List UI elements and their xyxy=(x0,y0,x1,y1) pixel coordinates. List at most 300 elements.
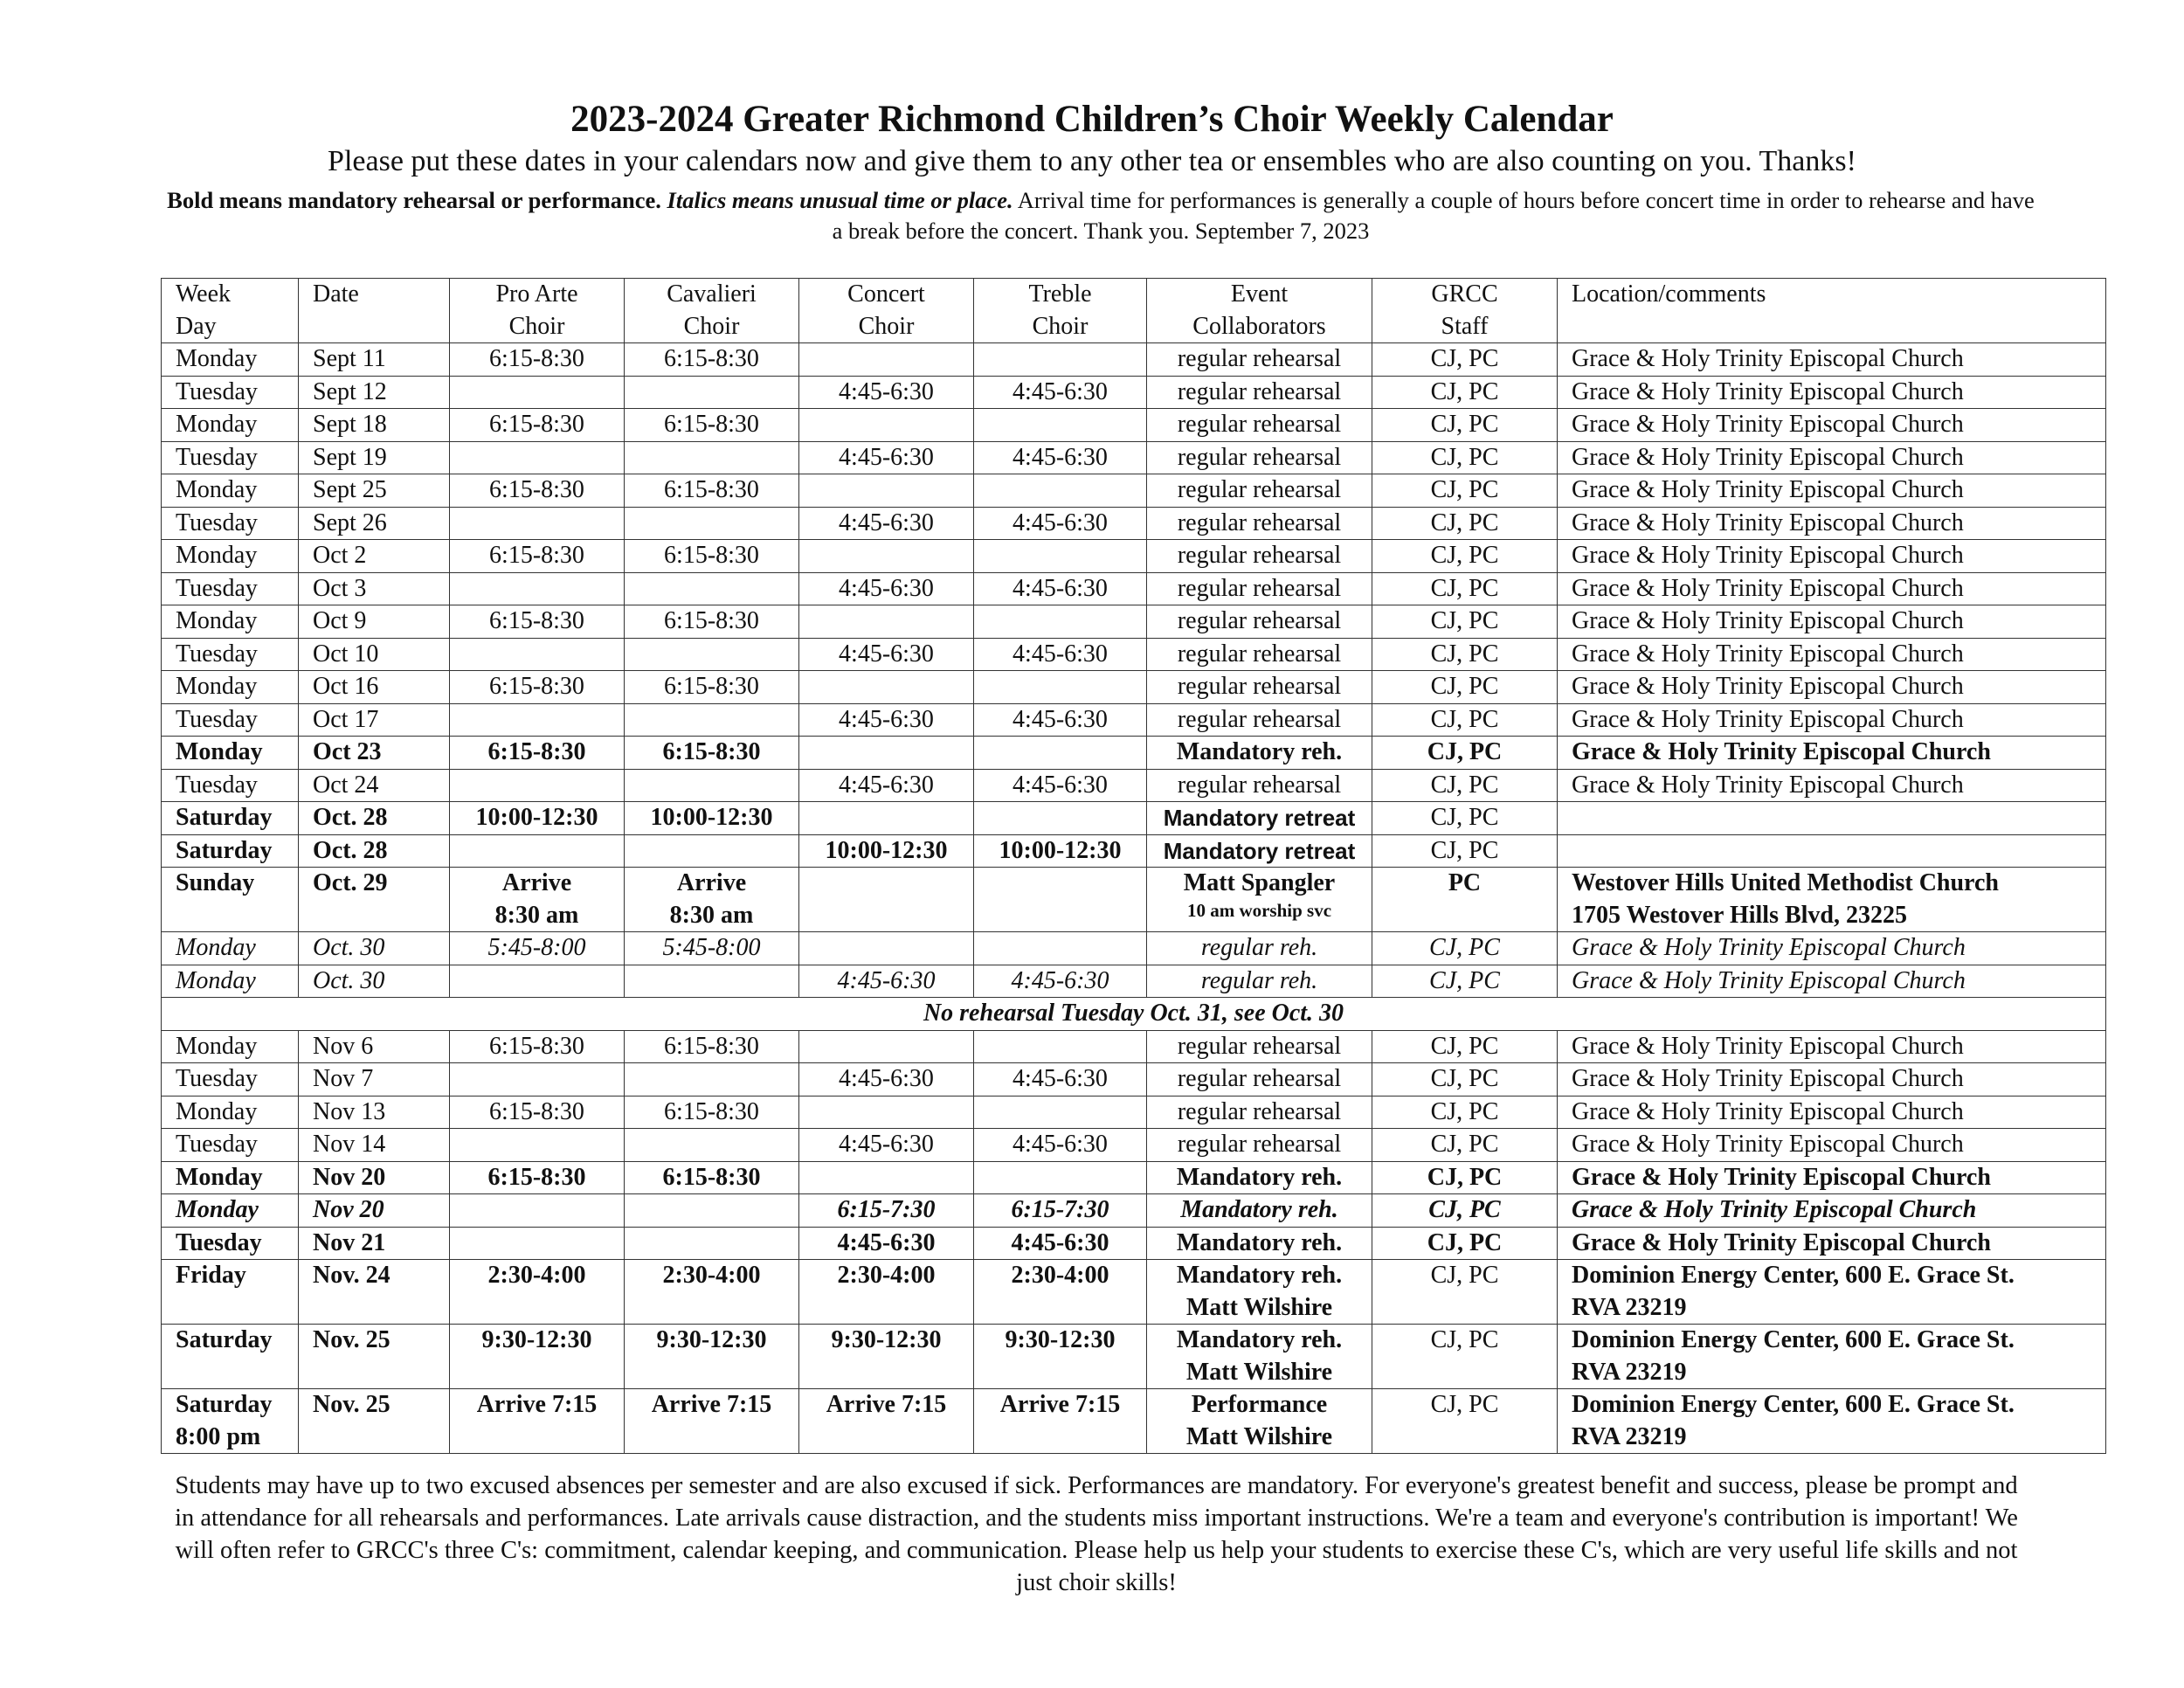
cell-date: Oct. 30 xyxy=(299,965,450,998)
cell-date: Nov 14 xyxy=(299,1129,450,1162)
cell-staff: CJ, PC xyxy=(1372,605,1558,639)
cell-week-day: Saturday xyxy=(162,1325,299,1389)
table-row xyxy=(162,769,2106,802)
cell-cavalieri xyxy=(625,1129,799,1162)
cell-concert: 4:45-6:30 xyxy=(799,507,974,540)
cell-location: Dominion Energy Center, 600 E. Grace St. RVA 23219 xyxy=(1558,1325,2106,1389)
cell-treble: 4:45-6:30 xyxy=(974,1063,1147,1097)
table-row xyxy=(162,605,2106,639)
cell-concert: 4:45-6:30 xyxy=(799,703,974,737)
cell-location: Grace & Holy Trinity Episcopal Church xyxy=(1558,409,2106,442)
cell-treble: 4:45-6:30 xyxy=(974,703,1147,737)
cell-staff: CJ, PC xyxy=(1372,1129,1558,1162)
table-row xyxy=(162,409,2106,442)
cell-treble: 4:45-6:30 xyxy=(974,441,1147,474)
cell-treble xyxy=(974,1161,1147,1194)
event-detail: 10 am worship svc xyxy=(1186,899,1332,921)
notice-row-cell: No rehearsal Tuesday Oct. 31, see Oct. 30 xyxy=(162,998,2106,1031)
cell-treble xyxy=(974,343,1147,377)
cell-pro-arte: 6:15-8:30 xyxy=(450,474,625,508)
cell-date: Nov 13 xyxy=(299,1096,450,1129)
cell-location: Grace & Holy Trinity Episcopal Church xyxy=(1558,737,2106,770)
cell-week-day: Tuesday xyxy=(162,1129,299,1162)
cell-pro-arte: 6:15-8:30 xyxy=(450,540,625,573)
cell-cavalieri: 6:15-8:30 xyxy=(625,1030,799,1063)
cell-pro-arte: 6:15-8:30 xyxy=(450,1030,625,1063)
cell-staff: CJ, PC xyxy=(1372,932,1558,965)
cell-date: Sept 25 xyxy=(299,474,450,508)
cell-location: Grace & Holy Trinity Episcopal Church xyxy=(1558,343,2106,377)
cell-event: regular rehearsal xyxy=(1147,638,1372,671)
header-location: Location/comments xyxy=(1558,279,2106,343)
table-row xyxy=(162,1260,2106,1325)
cell-pro-arte xyxy=(450,834,625,868)
table-row xyxy=(162,376,2106,409)
cell-pro-arte xyxy=(450,769,625,802)
cell-date: Oct 23 xyxy=(299,737,450,770)
cell-treble: 4:45-6:30 xyxy=(974,572,1147,605)
table-row xyxy=(162,1161,2106,1194)
cell-concert xyxy=(799,540,974,573)
cell-date: Oct 2 xyxy=(299,540,450,573)
table-row xyxy=(162,1389,2106,1454)
cell-treble xyxy=(974,409,1147,442)
cell-cavalieri: 5:45-8:00 xyxy=(625,932,799,965)
cell-pro-arte: 6:15-8:30 xyxy=(450,671,625,704)
cell-event: regular rehearsal xyxy=(1147,605,1372,639)
cell-treble xyxy=(974,802,1147,835)
table-row xyxy=(162,998,2106,1031)
cell-cavalieri: 6:15-8:30 xyxy=(625,671,799,704)
cell-treble: 4:45-6:30 xyxy=(974,769,1147,802)
cell-concert: 4:45-6:30 xyxy=(799,1227,974,1260)
cell-week-day: Tuesday xyxy=(162,703,299,737)
cell-treble: 4:45-6:30 xyxy=(974,376,1147,409)
legend-note xyxy=(166,185,2035,246)
cell-location: Grace & Holy Trinity Episcopal Church xyxy=(1558,1129,2106,1162)
cell-week-day: Tuesday xyxy=(162,1227,299,1260)
cell-event: Mandatory reh. xyxy=(1147,1194,1372,1228)
table-row xyxy=(162,1325,2106,1389)
cell-event: Mandatory reh. xyxy=(1147,737,1372,770)
table-row xyxy=(162,737,2106,770)
cell-week-day: Monday xyxy=(162,737,299,770)
cell-treble xyxy=(974,868,1147,932)
cell-date: Sept 19 xyxy=(299,441,450,474)
cell-location: Grace & Holy Trinity Episcopal Church xyxy=(1558,965,2106,998)
cell-concert: 4:45-6:30 xyxy=(799,965,974,998)
cell-location: Grace & Holy Trinity Episcopal Church xyxy=(1558,605,2106,639)
cell-treble: 6:15-7:30 xyxy=(974,1194,1147,1228)
cell-date: Oct. 28 xyxy=(299,802,450,835)
table-row xyxy=(162,671,2106,704)
cell-event: regular rehearsal xyxy=(1147,409,1372,442)
cell-concert xyxy=(799,737,974,770)
cell-staff: CJ, PC xyxy=(1372,1161,1558,1194)
header-week-day: Week Day xyxy=(162,279,299,343)
cell-event: Mandatory retreat xyxy=(1147,802,1372,835)
cell-location: Grace & Holy Trinity Episcopal Church xyxy=(1558,441,2106,474)
cell-week-day: Tuesday xyxy=(162,1063,299,1097)
cell-date: Sept 26 xyxy=(299,507,450,540)
cell-staff: CJ, PC xyxy=(1372,802,1558,835)
cell-week-day: Monday xyxy=(162,474,299,508)
table-row xyxy=(162,932,2106,965)
cell-location: Grace & Holy Trinity Episcopal Church xyxy=(1558,932,2106,965)
cell-concert: 2:30-4:00 xyxy=(799,1260,974,1325)
cell-date: Sept 11 xyxy=(299,343,450,377)
cell-treble: 4:45-6:30 xyxy=(974,638,1147,671)
italic-legend: Italics means unusual time or place. xyxy=(667,187,1013,213)
cell-staff: CJ, PC xyxy=(1372,441,1558,474)
cell-treble: 2:30-4:00 xyxy=(974,1260,1147,1325)
table-row xyxy=(162,1227,2106,1260)
table-row xyxy=(162,638,2106,671)
page-title: 2023-2024 Greater Richmond Children’s Choir Weekly Calendar xyxy=(570,99,1614,140)
cell-pro-arte xyxy=(450,441,625,474)
cell-pro-arte xyxy=(450,1194,625,1228)
cell-date: Nov. 24 xyxy=(299,1260,450,1325)
cell-week-day: Monday xyxy=(162,343,299,377)
cell-concert: 4:45-6:30 xyxy=(799,1063,974,1097)
cell-pro-arte xyxy=(450,703,625,737)
cell-date: Oct 16 xyxy=(299,671,450,704)
header-row xyxy=(162,279,2106,343)
cell-week-day: Sunday xyxy=(162,868,299,932)
cell-concert xyxy=(799,932,974,965)
cell-staff: CJ, PC xyxy=(1372,737,1558,770)
cell-staff: CJ, PC xyxy=(1372,540,1558,573)
cell-location: Grace & Holy Trinity Episcopal Church xyxy=(1558,540,2106,573)
header-event: Event Collaborators xyxy=(1147,279,1372,343)
cell-event: Performance Matt Wilshire xyxy=(1147,1389,1372,1454)
cell-location: Grace & Holy Trinity Episcopal Church xyxy=(1558,638,2106,671)
cell-pro-arte xyxy=(450,572,625,605)
cell-location: Grace & Holy Trinity Episcopal Church xyxy=(1558,1227,2106,1260)
cell-event xyxy=(1147,868,1372,932)
cell-week-day: Monday xyxy=(162,1030,299,1063)
cell-pro-arte xyxy=(450,1129,625,1162)
cell-pro-arte: 2:30-4:00 xyxy=(450,1260,625,1325)
cell-concert xyxy=(799,605,974,639)
cell-week-day: Monday xyxy=(162,605,299,639)
cell-event: regular reh. xyxy=(1147,965,1372,998)
cell-location: Grace & Holy Trinity Episcopal Church xyxy=(1558,572,2106,605)
cell-date: Oct 10 xyxy=(299,638,450,671)
cell-concert: 4:45-6:30 xyxy=(799,441,974,474)
cell-location: Grace & Holy Trinity Episcopal Church xyxy=(1558,1096,2106,1129)
bold-legend: Bold means mandatory rehearsal or performance. xyxy=(167,187,661,213)
cell-staff: CJ, PC xyxy=(1372,671,1558,704)
cell-date: Oct. 28 xyxy=(299,834,450,868)
cell-cavalieri xyxy=(625,376,799,409)
note-text: Arrival time for performances is generally a couple of hours before concert time in order to rehearse and have a break before the concert. Thank you. September 7, 2023 xyxy=(832,187,2035,244)
cell-staff: CJ, PC xyxy=(1372,834,1558,868)
cell-cavalieri: 6:15-8:30 xyxy=(625,474,799,508)
cell-week-day: Saturday xyxy=(162,834,299,868)
cell-event: regular rehearsal xyxy=(1147,540,1372,573)
cell-pro-arte xyxy=(450,638,625,671)
cell-treble: Arrive 7:15 xyxy=(974,1389,1147,1454)
cell-week-day: Monday xyxy=(162,932,299,965)
cell-week-day: Tuesday xyxy=(162,769,299,802)
cell-concert xyxy=(799,409,974,442)
cell-location: Grace & Holy Trinity Episcopal Church xyxy=(1558,1063,2106,1097)
cell-staff: CJ, PC xyxy=(1372,1260,1558,1325)
cell-cavalieri xyxy=(625,834,799,868)
cell-week-day: Monday xyxy=(162,540,299,573)
header-concert: Concert Choir xyxy=(799,279,974,343)
cell-location: Grace & Holy Trinity Episcopal Church xyxy=(1558,769,2106,802)
cell-event: regular rehearsal xyxy=(1147,1030,1372,1063)
cell-cavalieri: 9:30-12:30 xyxy=(625,1325,799,1389)
cell-date: Nov 21 xyxy=(299,1227,450,1260)
table-row xyxy=(162,802,2106,835)
cell-cavalieri: 6:15-8:30 xyxy=(625,343,799,377)
cell-date: Nov 6 xyxy=(299,1030,450,1063)
cell-treble xyxy=(974,474,1147,508)
cell-staff: CJ, PC xyxy=(1372,1194,1558,1228)
cell-pro-arte: 6:15-8:30 xyxy=(450,1096,625,1129)
cell-cavalieri xyxy=(625,1194,799,1228)
cell-staff: CJ, PC xyxy=(1372,638,1558,671)
cell-treble xyxy=(974,671,1147,704)
cell-staff: CJ, PC xyxy=(1372,507,1558,540)
table-row xyxy=(162,474,2106,508)
cell-treble: 4:45-6:30 xyxy=(974,1227,1147,1260)
cell-event: regular rehearsal xyxy=(1147,703,1372,737)
cell-location: Grace & Holy Trinity Episcopal Church xyxy=(1558,1194,2106,1228)
cell-cavalieri xyxy=(625,769,799,802)
cell-event: regular rehearsal xyxy=(1147,1063,1372,1097)
cell-pro-arte xyxy=(450,1063,625,1097)
cell-treble xyxy=(974,932,1147,965)
cell-treble xyxy=(974,540,1147,573)
cell-week-day: Monday xyxy=(162,1194,299,1228)
cell-week-day: Monday xyxy=(162,965,299,998)
header-pro-arte: Pro Arte Choir xyxy=(450,279,625,343)
cell-event: Mandatory reh. xyxy=(1147,1227,1372,1260)
cell-event: regular rehearsal xyxy=(1147,474,1372,508)
cell-pro-arte: Arrive 8:30 am xyxy=(450,868,625,932)
cell-staff: CJ, PC xyxy=(1372,1096,1558,1129)
cell-pro-arte xyxy=(450,376,625,409)
cell-staff: CJ, PC xyxy=(1372,769,1558,802)
cell-location: Grace & Holy Trinity Episcopal Church xyxy=(1558,376,2106,409)
cell-cavalieri xyxy=(625,441,799,474)
cell-staff: CJ, PC xyxy=(1372,1063,1558,1097)
cell-week-day: Saturday 8:00 pm xyxy=(162,1389,299,1454)
header-cavalieri: Cavalieri Choir xyxy=(625,279,799,343)
table-row xyxy=(162,1063,2106,1097)
cell-staff: CJ, PC xyxy=(1372,409,1558,442)
cell-date: Nov 7 xyxy=(299,1063,450,1097)
cell-staff: CJ, PC xyxy=(1372,1325,1558,1389)
table-row xyxy=(162,507,2106,540)
table-row xyxy=(162,343,2106,377)
table-row xyxy=(162,1030,2106,1063)
cell-event: regular rehearsal xyxy=(1147,507,1372,540)
cell-location xyxy=(1558,802,2106,835)
cell-week-day: Monday xyxy=(162,1096,299,1129)
cell-pro-arte: 6:15-8:30 xyxy=(450,409,625,442)
cell-pro-arte: 10:00-12:30 xyxy=(450,802,625,835)
cell-treble: 4:45-6:30 xyxy=(974,1129,1147,1162)
cell-staff: CJ, PC xyxy=(1372,376,1558,409)
cell-treble: 9:30-12:30 xyxy=(974,1325,1147,1389)
table-row xyxy=(162,572,2106,605)
cell-date: Oct 17 xyxy=(299,703,450,737)
cell-date: Oct 3 xyxy=(299,572,450,605)
cell-concert: 4:45-6:30 xyxy=(799,769,974,802)
attendance-policy: Students may have up to two excused absences per semester and are also excused if sick. Performances are mandatory. For everyone's greatest benefit and success, please be prompt and in attendance for all rehearsals and performances. Late arrivals cause distraction, and the students miss important instructions. We're a team and everyone's contribution is important! We will often refer to GRCC's three C's: commitment, calendar keeping, and communication. Please help us help your students to exercise these C's, which are very useful life skills and not just choir skills! xyxy=(175,1472,2018,1596)
cell-pro-arte: 5:45-8:00 xyxy=(450,932,625,965)
cell-pro-arte: 6:15-8:30 xyxy=(450,737,625,770)
cell-event: Mandatory reh. xyxy=(1147,1161,1372,1194)
cell-location: Dominion Energy Center, 600 E. Grace St. RVA 23219 xyxy=(1558,1389,2106,1454)
cell-cavalieri xyxy=(625,572,799,605)
cell-date: Nov. 25 xyxy=(299,1389,450,1454)
cell-treble xyxy=(974,1030,1147,1063)
cell-concert: 4:45-6:30 xyxy=(799,638,974,671)
cell-location: Grace & Holy Trinity Episcopal Church xyxy=(1558,703,2106,737)
cell-cavalieri: Arrive 7:15 xyxy=(625,1389,799,1454)
cell-event: Mandatory reh. Matt Wilshire xyxy=(1147,1260,1372,1325)
cell-treble: 4:45-6:30 xyxy=(974,965,1147,998)
cell-event: Mandatory retreat xyxy=(1147,834,1372,868)
cell-cavalieri: Arrive 8:30 am xyxy=(625,868,799,932)
cell-date: Oct 9 xyxy=(299,605,450,639)
cell-treble xyxy=(974,605,1147,639)
cell-location: Grace & Holy Trinity Episcopal Church xyxy=(1558,1161,2106,1194)
cell-event: regular rehearsal xyxy=(1147,441,1372,474)
cell-cavalieri xyxy=(625,507,799,540)
cell-location: Grace & Holy Trinity Episcopal Church xyxy=(1558,474,2106,508)
cell-event: Mandatory reh. Matt Wilshire xyxy=(1147,1325,1372,1389)
cell-cavalieri: 6:15-8:30 xyxy=(625,1161,799,1194)
cell-week-day: Monday xyxy=(162,671,299,704)
cell-event: regular rehearsal xyxy=(1147,1129,1372,1162)
cell-event: regular rehearsal xyxy=(1147,769,1372,802)
cell-event: regular rehearsal xyxy=(1147,376,1372,409)
table-row xyxy=(162,1096,2106,1129)
cell-treble xyxy=(974,737,1147,770)
cell-concert: 9:30-12:30 xyxy=(799,1325,974,1389)
cell-pro-arte xyxy=(450,1227,625,1260)
table-row xyxy=(162,965,2106,998)
cell-concert: 10:00-12:30 xyxy=(799,834,974,868)
cell-location: Grace & Holy Trinity Episcopal Church xyxy=(1558,507,2106,540)
cell-location: Grace & Holy Trinity Episcopal Church xyxy=(1558,1030,2106,1063)
cell-staff: CJ, PC xyxy=(1372,474,1558,508)
table-row xyxy=(162,703,2106,737)
cell-event: regular reh. xyxy=(1147,932,1372,965)
cell-event: regular rehearsal xyxy=(1147,671,1372,704)
cell-cavalieri xyxy=(625,1227,799,1260)
cell-staff: CJ, PC xyxy=(1372,572,1558,605)
cell-cavalieri: 6:15-8:30 xyxy=(625,737,799,770)
cell-date: Sept 12 xyxy=(299,376,450,409)
cell-staff: CJ, PC xyxy=(1372,965,1558,998)
cell-location: Dominion Energy Center, 600 E. Grace St. RVA 23219 xyxy=(1558,1260,2106,1325)
cell-concert xyxy=(799,671,974,704)
cell-event: regular rehearsal xyxy=(1147,343,1372,377)
table-row xyxy=(162,441,2106,474)
cell-cavalieri: 10:00-12:30 xyxy=(625,802,799,835)
cell-concert xyxy=(799,1096,974,1129)
table-row xyxy=(162,540,2106,573)
cell-date: Nov 20 xyxy=(299,1161,450,1194)
header-treble: Treble Choir xyxy=(974,279,1147,343)
cell-week-day: Monday xyxy=(162,409,299,442)
cell-week-day: Tuesday xyxy=(162,572,299,605)
subtitle: Please put these dates in your calendars now and give them to any other tea or ensembles who are also counting on you. Thanks! xyxy=(328,145,1856,177)
cell-staff: CJ, PC xyxy=(1372,343,1558,377)
table-row xyxy=(162,834,2106,868)
cell-treble xyxy=(974,1096,1147,1129)
cell-cavalieri: 6:15-8:30 xyxy=(625,1096,799,1129)
cell-date: Nov 20 xyxy=(299,1194,450,1228)
cell-date: Sept 18 xyxy=(299,409,450,442)
cell-location: Grace & Holy Trinity Episcopal Church xyxy=(1558,671,2106,704)
table-row xyxy=(162,868,2106,932)
cell-cavalieri xyxy=(625,965,799,998)
cell-staff: CJ, PC xyxy=(1372,1030,1558,1063)
cell-week-day: Saturday xyxy=(162,802,299,835)
cell-staff: CJ, PC xyxy=(1372,703,1558,737)
cell-date: Oct. 30 xyxy=(299,932,450,965)
cell-pro-arte: 6:15-8:30 xyxy=(450,605,625,639)
cell-week-day: Tuesday xyxy=(162,376,299,409)
cell-week-day: Friday xyxy=(162,1260,299,1325)
cell-concert xyxy=(799,1161,974,1194)
cell-week-day: Tuesday xyxy=(162,441,299,474)
cell-concert: 4:45-6:30 xyxy=(799,376,974,409)
calendar-table xyxy=(161,278,2106,1454)
cell-concert xyxy=(799,1030,974,1063)
cell-cavalieri xyxy=(625,703,799,737)
cell-treble: 10:00-12:30 xyxy=(974,834,1147,868)
cell-staff: CJ, PC xyxy=(1372,1227,1558,1260)
cell-concert xyxy=(799,868,974,932)
cell-concert xyxy=(799,802,974,835)
cell-event: regular rehearsal xyxy=(1147,1096,1372,1129)
cell-date: Oct. 29 xyxy=(299,868,450,932)
cell-date: Nov. 25 xyxy=(299,1325,450,1389)
cell-event: regular rehearsal xyxy=(1147,572,1372,605)
cell-location xyxy=(1558,834,2106,868)
table-row xyxy=(162,1129,2106,1162)
cell-pro-arte xyxy=(450,965,625,998)
cell-week-day: Tuesday xyxy=(162,507,299,540)
cell-cavalieri xyxy=(625,638,799,671)
cell-concert xyxy=(799,474,974,508)
cell-pro-arte: Arrive 7:15 xyxy=(450,1389,625,1454)
cell-pro-arte: 9:30-12:30 xyxy=(450,1325,625,1389)
cell-cavalieri: 6:15-8:30 xyxy=(625,605,799,639)
cell-concert xyxy=(799,343,974,377)
cell-week-day: Monday xyxy=(162,1161,299,1194)
cell-concert: 6:15-7:30 xyxy=(799,1194,974,1228)
cell-staff: PC xyxy=(1372,868,1558,932)
cell-concert: Arrive 7:15 xyxy=(799,1389,974,1454)
cell-cavalieri: 6:15-8:30 xyxy=(625,540,799,573)
cell-concert: 4:45-6:30 xyxy=(799,1129,974,1162)
cell-pro-arte xyxy=(450,507,625,540)
cell-concert: 4:45-6:30 xyxy=(799,572,974,605)
cell-staff: CJ, PC xyxy=(1372,1389,1558,1454)
cell-date: Oct 24 xyxy=(299,769,450,802)
